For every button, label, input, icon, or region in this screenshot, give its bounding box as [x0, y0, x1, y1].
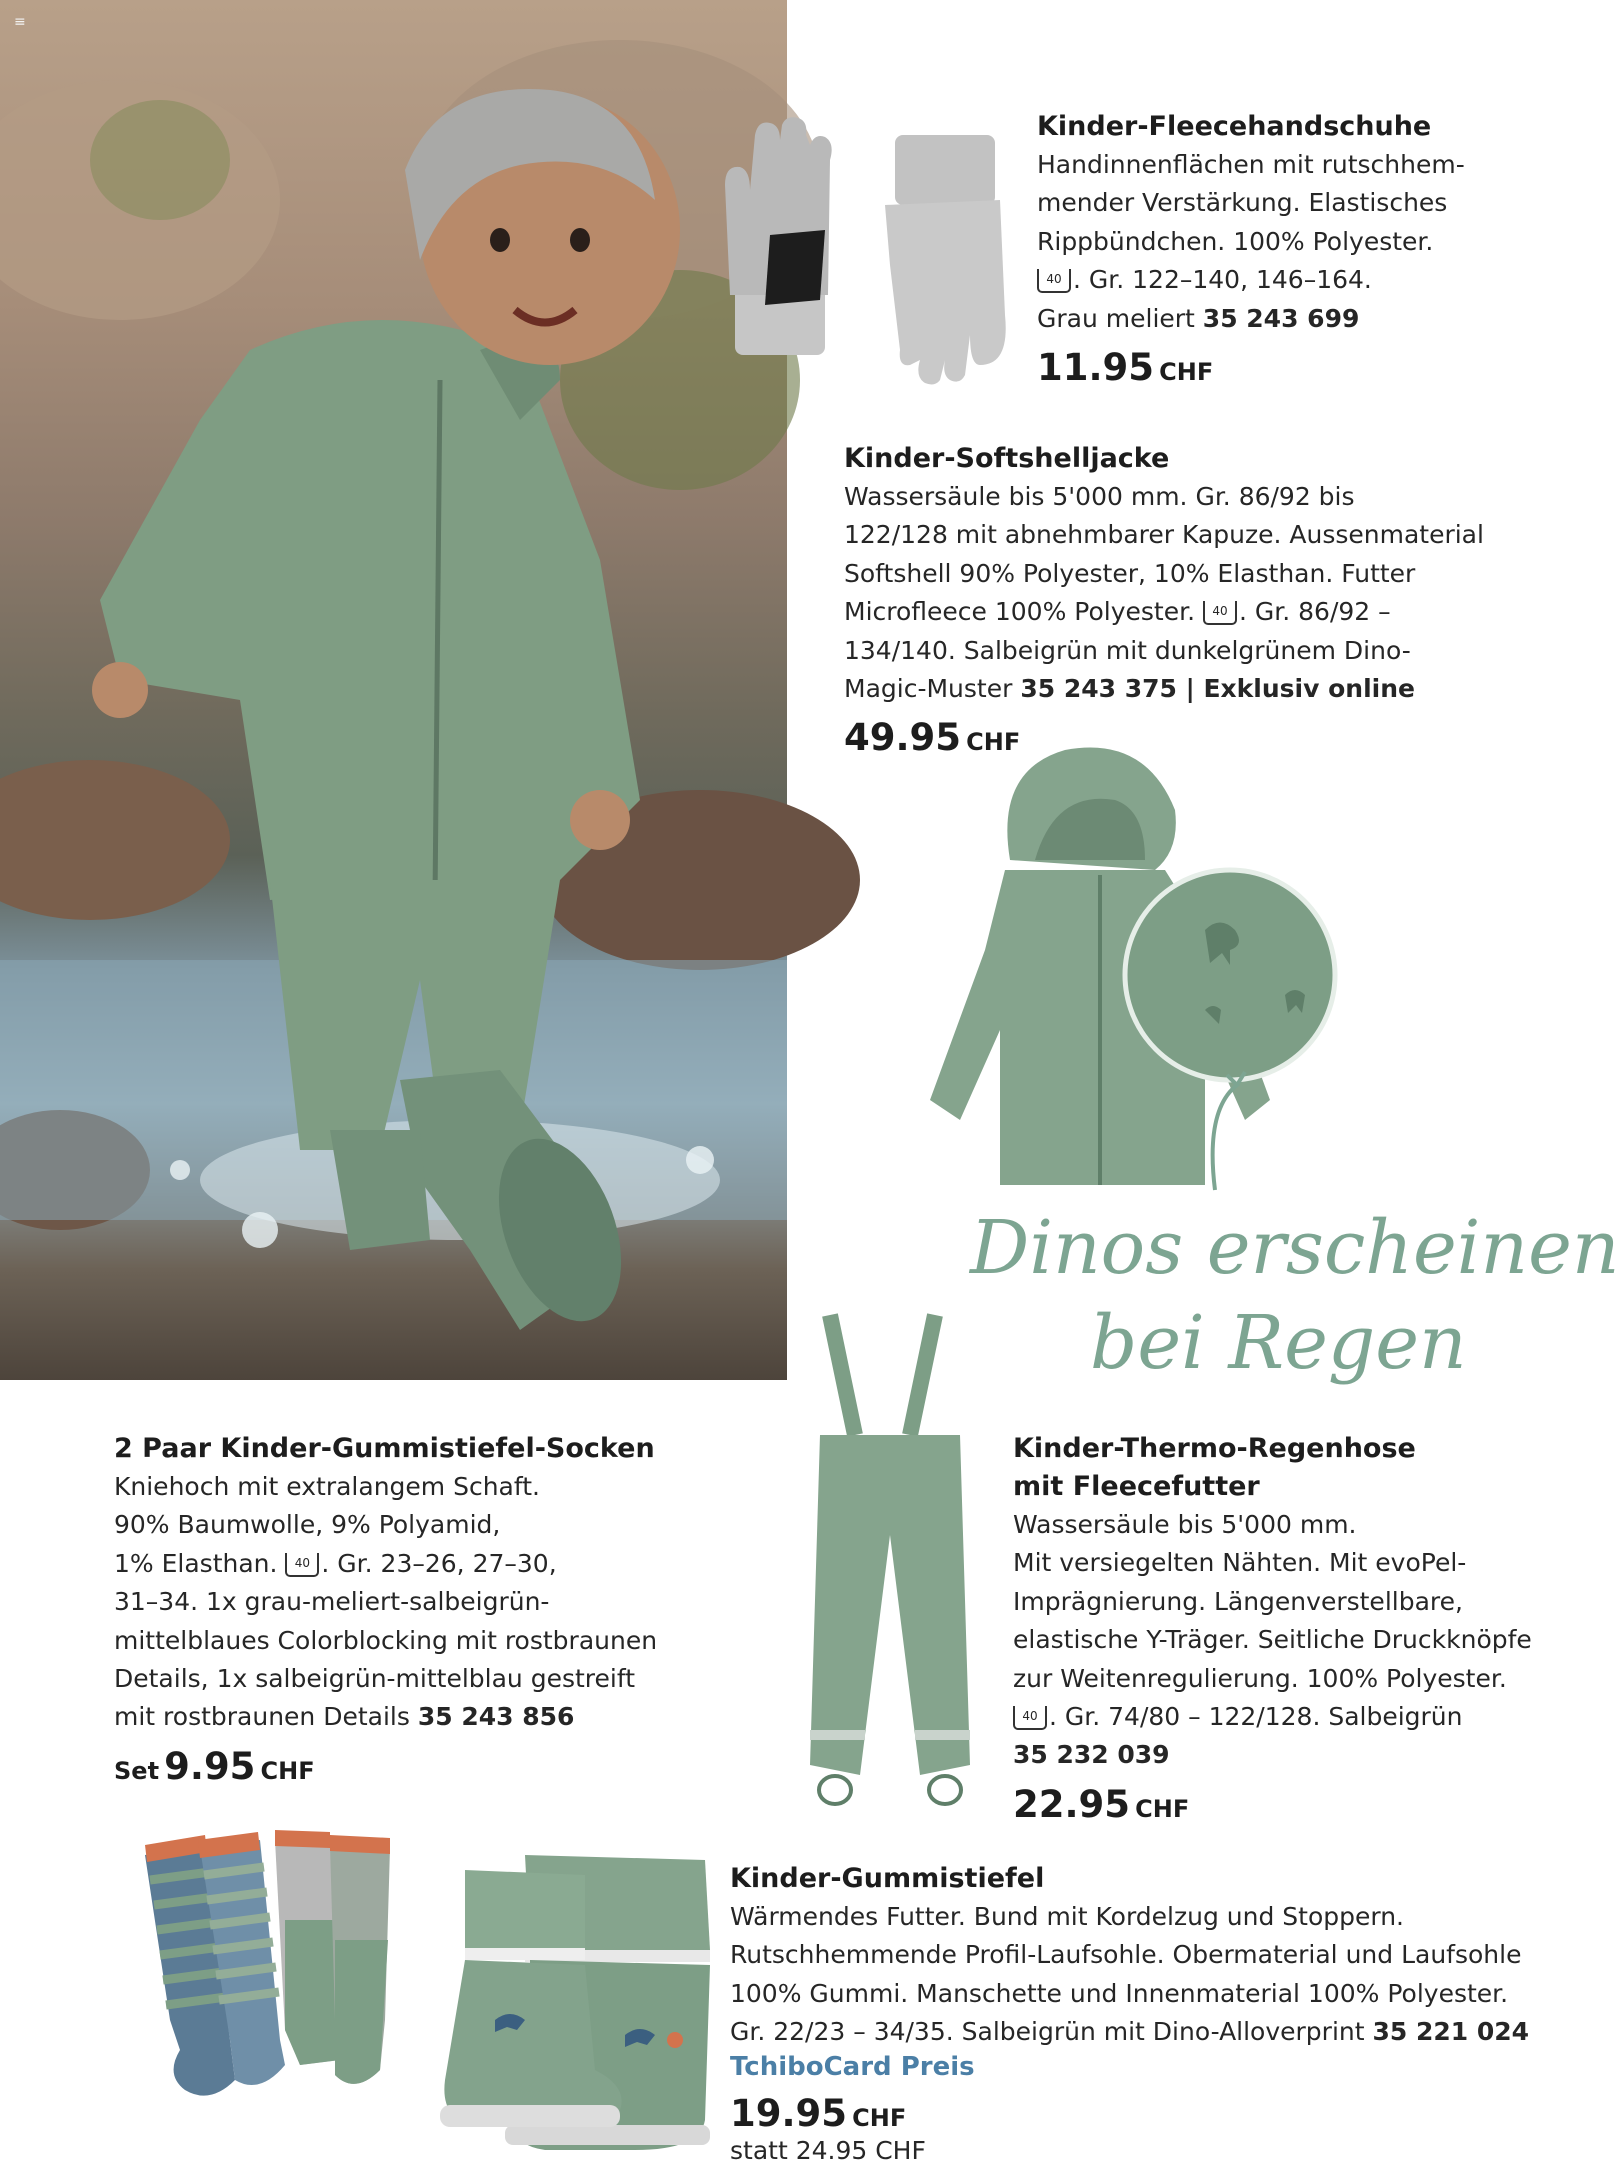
boots-currency: CHF	[852, 2103, 907, 2132]
gloves-description	[1037, 146, 1537, 338]
jacket-currency: CHF	[966, 728, 1021, 757]
socks-care-prefix: 1% Elasthan.	[114, 1548, 286, 1578]
socks-currency: CHF	[260, 1756, 315, 1785]
pants-care-suffix: . Gr. 74/80 – 122/128. Salbeigrün	[1049, 1702, 1463, 1732]
socks-product-image	[140, 1820, 400, 2110]
pants-currency: CHF	[1135, 1794, 1190, 1823]
boots-article-number: 35 221 024	[1372, 2017, 1530, 2047]
gloves-line-2: mender Verstärkung. Elastisches	[1037, 188, 1448, 218]
wash-40-icon: 40	[285, 1553, 319, 1577]
socks-details: mit rostbraunen Details	[114, 1702, 418, 1732]
pants-title-1: Kinder-Thermo-Regenhose	[1013, 1433, 1416, 1464]
socks-price-value: 9.95	[164, 1744, 256, 1788]
socks-line-4: 31–34. 1x grau-meliert-salbeigrün-	[114, 1587, 550, 1617]
boots-product-block	[730, 1860, 1545, 2167]
socks-care-line	[114, 1545, 754, 1583]
pants-price-value: 22.95	[1013, 1782, 1131, 1826]
boots-line-3: 100% Gummi. Manschette und Innenmaterial 100% Polyester.	[730, 1978, 1509, 2008]
jacket-line-5: 134/140. Salbeigrün mit dunkelgrünem Dino-	[844, 635, 1411, 665]
pants-care-line	[1013, 1698, 1543, 1736]
gloves-price-value: 11.95	[1037, 346, 1155, 390]
socks-line-2: 90% Baumwolle, 9% Polyamid,	[114, 1510, 501, 1540]
gloves-color-line	[1037, 300, 1537, 338]
boots-price-value: 19.95	[730, 2091, 848, 2135]
wash-40-icon: 40	[1037, 269, 1071, 293]
socks-line-6: Details, 1x salbeigrün-mittelblau gestreift	[114, 1664, 636, 1694]
boots-description	[730, 1898, 1545, 2052]
socks-description	[114, 1468, 754, 1737]
pants-article-number: 35 232 039	[1013, 1740, 1170, 1770]
pants-description	[1013, 1506, 1543, 1775]
socks-set-label: Set	[114, 1756, 160, 1785]
jacket-product-block	[844, 440, 1544, 759]
tagline-line-1: Dinos erscheinen	[970, 1205, 1620, 1291]
socks-article-number: 35 243 856	[417, 1702, 575, 1732]
boots-line-4	[730, 2013, 1545, 2051]
gloves-color: Grau meliert	[1037, 303, 1203, 333]
jacket-description	[844, 478, 1544, 708]
jacket-price-value: 49.95	[844, 716, 962, 760]
pants-line-1: Wassersäule bis 5'000 mm.	[1013, 1510, 1357, 1539]
gloves-care-line	[1037, 261, 1537, 299]
wash-40-icon: 40	[1013, 1706, 1047, 1730]
wash-40-icon: 40	[1203, 601, 1237, 625]
jacket-separator: |	[1176, 674, 1204, 704]
hero-photo-illustration	[0, 0, 787, 1380]
gloves-care-text: . Gr. 122–140, 146–164.	[1073, 265, 1372, 295]
jacket-care-prefix: Microfleece 100% Polyester.	[844, 597, 1203, 627]
jacket-line-1: Wassersäule bis 5'000 mm. Gr. 86/92 bis	[844, 482, 1355, 511]
boots-product-image	[435, 1850, 720, 2165]
socks-line-1: Kniehoch mit extralangem Schaft.	[114, 1472, 540, 1501]
jacket-care-suffix: . Gr. 86/92 –	[1238, 597, 1391, 627]
gloves-product-image	[720, 115, 1010, 385]
gloves-product-block	[1037, 108, 1537, 389]
gloves-line-1: Handinnenflächen mit rutschhem-	[1037, 150, 1465, 179]
boots-line-1: Wärmendes Futter. Bund mit Kordelzug und Stoppern.	[730, 1902, 1404, 1931]
socks-line-5: mittelblaues Colorblocking mit rostbraunen	[114, 1625, 658, 1655]
pants-product-block	[1013, 1430, 1543, 1826]
jacket-exclusive-badge: Exklusiv online	[1203, 674, 1415, 704]
gloves-line-3: Rippbündchen. 100% Polyester.	[1037, 226, 1434, 256]
socks-product-block	[114, 1430, 754, 1788]
page-marker: ≡	[14, 14, 26, 30]
pants-title-2: mit Fleecefutter	[1013, 1471, 1260, 1502]
hero-photo	[0, 0, 787, 1380]
boots-size-color: Gr. 22/23 – 34/35. Salbeigrün mit Dino-Alloverprint	[730, 2017, 1373, 2047]
gloves-currency: CHF	[1159, 358, 1214, 387]
gloves-article-number: 35 243 699	[1202, 303, 1360, 333]
pants-price	[1013, 1783, 1543, 1826]
socks-line-7	[114, 1698, 754, 1736]
socks-care-suffix: . Gr. 23–26, 27–30,	[321, 1548, 557, 1578]
boots-price	[730, 2092, 1545, 2135]
jacket-line-3: Softshell 90% Polyester, 10% Elasthan. Futter	[844, 558, 1416, 588]
jacket-product-image	[915, 730, 1335, 1200]
socks-title: 2 Paar Kinder-Gummistiefel-Socken	[114, 1433, 655, 1464]
jacket-line-6	[844, 670, 1544, 708]
pants-line-4: elastische Y-Träger. Seitliche Druckknöpfe	[1013, 1625, 1532, 1655]
boots-line-2: Rutschhemmende Profil-Laufsohle. Obermaterial und Laufsohle	[730, 1940, 1522, 1970]
jacket-care-line	[844, 593, 1544, 631]
boots-tchibocard-label: TchiboCard Preis	[730, 2051, 975, 2082]
gloves-title: Kinder-Fleecehandschuhe	[1037, 111, 1432, 142]
jacket-line-2: 122/128 mit abnehmbarer Kapuze. Aussenmaterial	[844, 520, 1484, 550]
tagline-line-2: bei Regen	[1090, 1300, 1467, 1386]
boots-title: Kinder-Gummistiefel	[730, 1863, 1045, 1894]
jacket-pattern: Magic-Muster	[844, 674, 1021, 704]
pants-product-image	[790, 1305, 990, 1815]
jacket-title: Kinder-Softshelljacke	[844, 443, 1170, 474]
pants-line-5: zur Weitenregulierung. 100% Polyester.	[1013, 1663, 1507, 1693]
pants-line-2: Mit versiegelten Nähten. Mit evoPel-	[1013, 1548, 1467, 1578]
pants-line-3: Imprägnierung. Längenverstellbare,	[1013, 1586, 1463, 1616]
socks-price	[114, 1745, 754, 1788]
jacket-article-number: 35 243 375	[1020, 674, 1177, 704]
boots-old-price: statt 24.95 CHF	[730, 2135, 926, 2165]
gloves-price	[1037, 346, 1537, 389]
